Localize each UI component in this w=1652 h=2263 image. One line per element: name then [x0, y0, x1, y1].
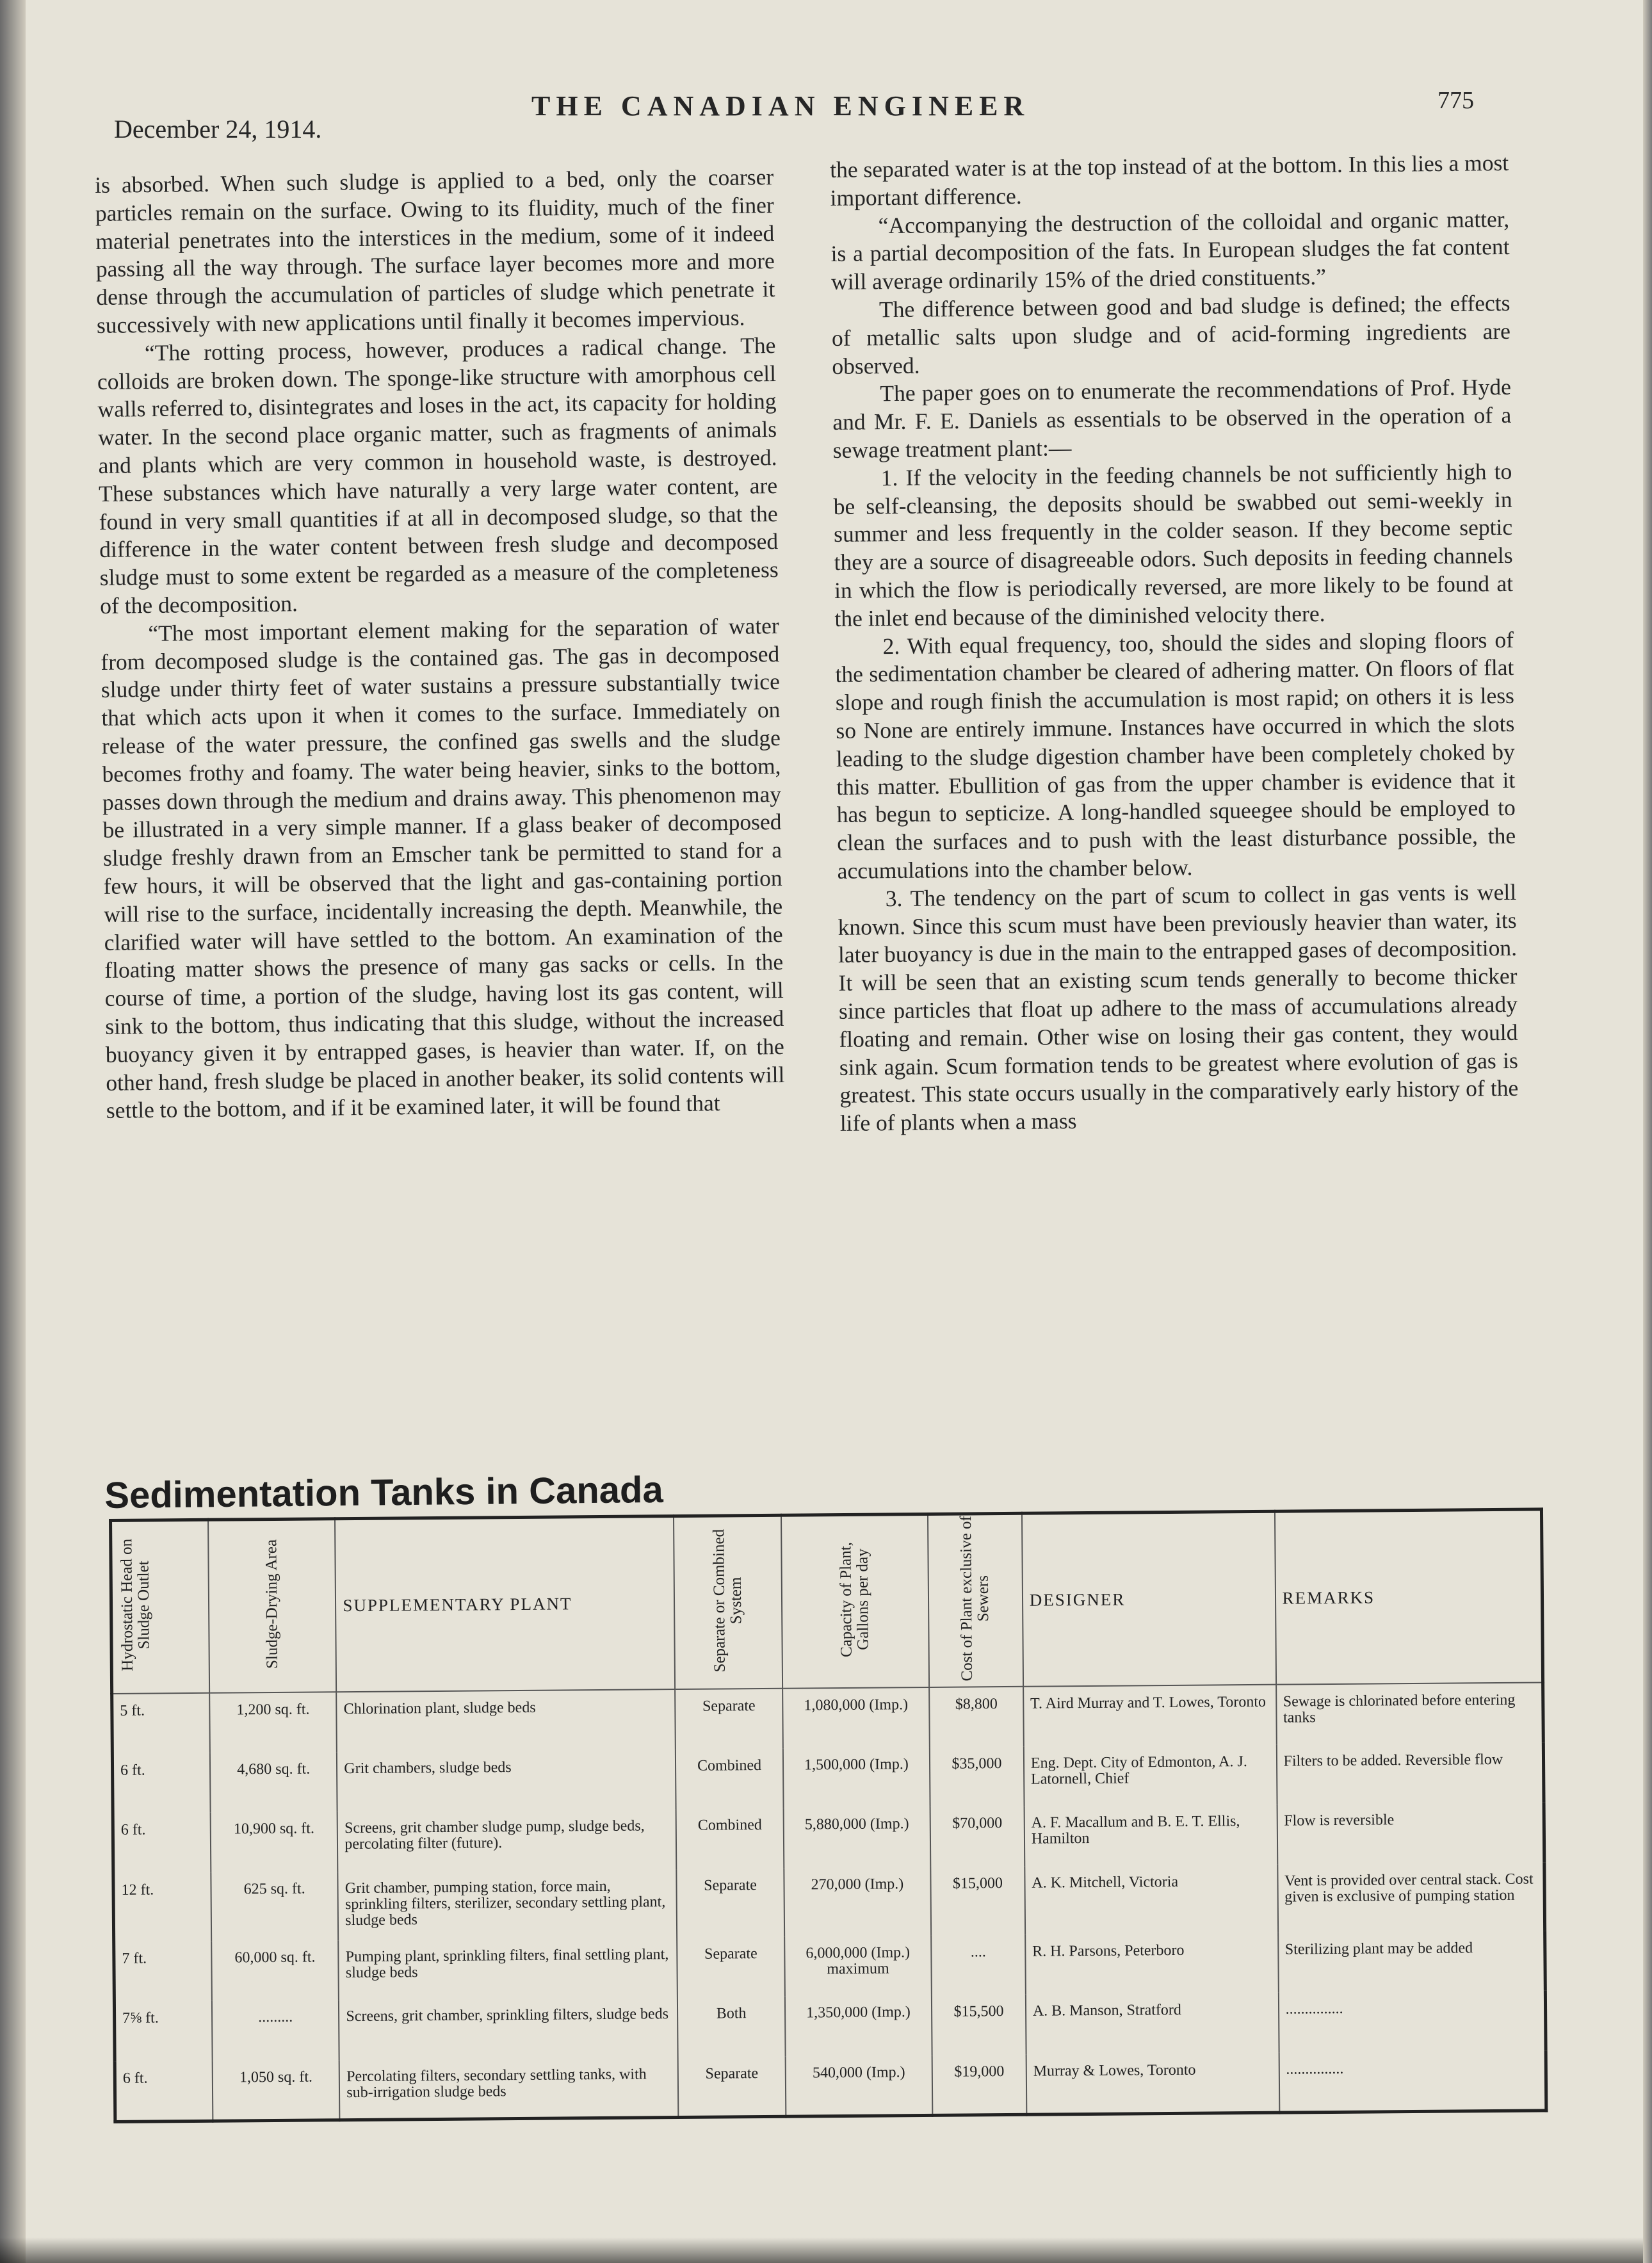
hydrostatic-head-cell: 7⅝ ft.: [114, 2001, 212, 2062]
paragraph: the separated water is at the top instead of at the bottom. In this lies a most important difference.: [830, 149, 1509, 211]
table-row: [114, 1991, 1546, 2062]
column-header: Cost of Plant exclusive of Sewers: [928, 1513, 1023, 1687]
designer-cell: T. Aird Murray and T. Lowes, Toronto: [1023, 1685, 1276, 1747]
paragraph: “Accompanying the destruction of the colloidal and organic matter, is a partial decomposition of the fats. In European sludges the fat content will average ordinarily 15% of the dried constituents.”: [830, 206, 1510, 295]
table-row: [115, 2050, 1546, 2121]
system-cell: Separate: [677, 1936, 784, 1997]
supplementary-plant-cell: Grit chamber, pumping station, force main, sprinkling filters, sterilizer, secondary settling plant, sludge beds: [338, 1869, 677, 1940]
paragraph: 1. If the velocity in the feeding channels be not sufficiently high to be self-cleansing, the deposits should be swabbed out semi-weekly in summer and less frequently in the colder season. If they become septic they are a source of disagreeable odors. Such deposits in feeding channels in which the flow is periodically reversed, are more likely to be found at the inlet end because of the diminished velocity there.: [833, 458, 1514, 631]
system-cell: Separate: [678, 2057, 786, 2118]
capacity-cell: 6,000,000 (Imp.) maximum: [784, 1936, 932, 1997]
designer-cell: R. H. Parsons, Peterboro: [1025, 1933, 1278, 1995]
remarks-cell: ...............: [1278, 1991, 1546, 2053]
table-row: [112, 1742, 1544, 1813]
designer-cell: A. B. Manson, Stratford: [1026, 1993, 1279, 2055]
supplementary-plant-cell: Chlorination plant, sludge beds: [336, 1689, 676, 1752]
table-row: [113, 1803, 1544, 1874]
paragraph: 3. The tendency on the part of scum to collect in gas vents is well known. Since this scum must have been previously heavier than water, its later buoyancy is due in the main to the entrapped gases of decomposition. It will be seen that an existing scum tends generally to become thicker since particles that float up adhere to the mass of accumulations already floating and remain. Other wise on losing their gas content, they would sink again. Scum formation tends to be greatest where evolution of gas is greatest. This state occurs usually in the comparatively early history of the life of plants when a mass: [838, 879, 1519, 1137]
drying-area-cell: 1,200 sq. ft.: [209, 1692, 337, 1753]
sedimentation-table-wrapper: [109, 1507, 1548, 2123]
remarks-cell: Flow is reversible: [1277, 1803, 1544, 1865]
hydrostatic-head-cell: 6 ft.: [115, 2061, 213, 2122]
drying-area-cell: 4,680 sq. ft.: [210, 1752, 337, 1813]
system-cell: Separate: [677, 1869, 784, 1938]
hydrostatic-head-cell: 6 ft.: [112, 1753, 210, 1813]
supplementary-plant-cell: Pumping plant, sprinkling filters, final settling plant, sludge beds: [338, 1938, 677, 2000]
supplementary-plant-cell: Screens, grit chamber sludge pump, sludge beds, percolating filter (future).: [337, 1809, 677, 1872]
cost-cell: $35,000: [930, 1746, 1024, 1807]
issue-date: December 24, 1914.: [114, 115, 322, 143]
paragraph: is absorbed. When such sludge is applied to a bed, only the coarser particles remain on the surface. Owing to its fluidity, much of the finer material penetrates into the interstices in the medium, some of it indeed passing all the way through. The surface layer becomes more and more dense through the accumulation of particles of sludge which penetrate it successively with new applications until finally it becomes impervious.: [95, 164, 775, 338]
capacity-cell: 1,080,000 (Imp.): [782, 1687, 930, 1748]
paragraph: 2. With equal frequency, too, should the sides and sloping floors of the sedimentation chamber be cleared of adhering matter. On floors of flat slope and rough finish the accumulation is most rapid; on others it is less so None are entirely immune. Instances have occurred in which the slots leading to the sludge digestion chamber have been completely choked by this matter. Ebullition of gas from the upper chamber is evidence that it has begun to septicize. A long-handled squeegee should be employed to clean the surfaces and to push with the least disturbance possible, the accumulations into the chamber below.: [835, 626, 1516, 884]
page-edge-shadow: [0, 2237, 1652, 2263]
column-header: DESIGNER: [1022, 1511, 1276, 1687]
hydrostatic-head-cell: 6 ft.: [113, 1813, 211, 1874]
system-cell: Combined: [676, 1808, 784, 1869]
cost-cell: ....: [931, 1934, 1025, 1995]
hydrostatic-head-cell: 7 ft.: [114, 1941, 212, 2002]
hydrostatic-head-cell: 5 ft.: [112, 1693, 210, 1754]
column-header: REMARKS: [1274, 1509, 1543, 1685]
table-header-row: [111, 1509, 1543, 1694]
cost-cell: $8,800: [929, 1687, 1023, 1748]
remarks-cell: Sewage is chlorinated before entering tanks: [1276, 1682, 1544, 1744]
page-number: 775: [1437, 87, 1474, 114]
remarks-cell: ...............: [1279, 2050, 1546, 2113]
remarks-cell: Vent is provided over central stack. Cost given is exclusive of pumping station: [1277, 1862, 1545, 1933]
capacity-cell: 5,880,000 (Imp.): [783, 1807, 930, 1868]
sedimentation-table: [109, 1507, 1548, 2123]
drying-area-cell: 625 sq. ft.: [211, 1872, 338, 1941]
column-header: Capacity of Plant, Gallons per day: [781, 1514, 929, 1688]
capacity-cell: 270,000 (Imp.): [784, 1867, 931, 1937]
left-column: [95, 163, 789, 1452]
table-heading: Sedimentation Tanks in Canada: [104, 1468, 663, 1516]
supplementary-plant-cell: Screens, grit chamber, sprinkling filters, sludge beds: [339, 1997, 678, 2060]
paragraph: “The most important element making for the separation of water from decomposed sludge is the contained gas. The gas in decomposed sludge under thirty feet of water sustains a pressure substantially twice that which acts upon it when it comes to the surface. Immediately on release of the water pressure, the confined gas swells and the sludge becomes frothy and foamy. The water being heavier, sinks to the bottom, passes down through the medium and drains away. This phenomenon may be illustrated in a very simple manner. If a glass beaker of decomposed sludge freshly drawn from an Emscher tank be permitted to stand for a few hours, it will be observed that the light and gas-containing portion will rise to the surface, incidentally increasing the depth. Meanwhile, the clarified water will have settled to the bottom. An examination of the floating matter shows the presence of many gas sacks or cells. In the course of time, a portion of the sludge, having lost its gas content, will sink to the bottom, thus indicating that this sludge, without the increased buoyancy given it by entrapped gases, is heavier than water. If, on the other hand, fresh sludge be placed in another beaker, its solid contents will settle to the bottom, and if it be examined later, it will be found that: [101, 612, 785, 1124]
capacity-cell: 540,000 (Imp.): [785, 2056, 932, 2116]
system-cell: Both: [677, 1997, 785, 2057]
system-cell: Combined: [676, 1748, 783, 1809]
supplementary-plant-cell: Grit chambers, sludge beds: [337, 1749, 676, 1812]
cost-cell: $19,000: [932, 2055, 1026, 2116]
supplementary-plant-cell: Percolating filters, secondary settling tanks, with sub-irrigation sludge beds: [339, 2057, 679, 2120]
column-header: Separate or Combined System: [674, 1515, 782, 1689]
capacity-cell: 1,350,000 (Imp.): [785, 1995, 932, 2056]
cost-cell: $15,500: [932, 1995, 1026, 2056]
designer-cell: Murray & Lowes, Toronto: [1026, 2053, 1279, 2115]
column-header: Hydrostatic Head on Sludge Outlet: [111, 1520, 210, 1694]
paragraph: “The rotting process, however, produces a radical change. The colloids are broken down. The sponge-like structure with amorphous cell walls referred to, disintegrates and loses in the act, its capacity for holding water. In the second place organic matter, such as fragments of animals and plants which are very common in household waste, is destroyed. These substances which have naturally a very large water content, are found in very small quantities if at all in decomposed sludge, so that the difference in the water content between fresh sludge and decomposed sludge must to some extent be regarded as a measure of the completeness of the decomposition.: [97, 332, 779, 619]
column-header: SUPPLEMENTARY PLANT: [335, 1516, 675, 1692]
paragraph: The difference between good and bad sludge is defined; the effects of metallic salts upon sludge and of acid-forming ingredients are observed.: [831, 289, 1511, 379]
hydrostatic-head-cell: 12 ft.: [113, 1873, 211, 1942]
table-row: [112, 1682, 1544, 1753]
system-cell: Separate: [675, 1689, 782, 1749]
designer-cell: A. F. Macallum and B. E. T. Ellis, Hamilton: [1024, 1805, 1277, 1867]
drying-area-cell: 60,000 sq. ft.: [211, 1940, 339, 2001]
cost-cell: $70,000: [930, 1806, 1024, 1867]
cost-cell: $15,000: [930, 1867, 1025, 1936]
drying-area-cell: 1,050 sq. ft.: [213, 2060, 340, 2121]
capacity-cell: 1,500,000 (Imp.): [783, 1748, 930, 1808]
drying-area-cell: .........: [212, 2000, 339, 2061]
column-header: Sludge-Drying Area: [208, 1519, 337, 1693]
designer-cell: Eng. Dept. City of Edmonton, A. J. Latornell, Chief: [1024, 1744, 1277, 1806]
table-row: [114, 1931, 1546, 2002]
table-body: [112, 1682, 1546, 2121]
table-row: [113, 1862, 1545, 1942]
remarks-cell: Filters to be added. Reversible flow: [1276, 1742, 1544, 1805]
right-column: [830, 149, 1522, 1437]
designer-cell: A. K. Mitchell, Victoria: [1024, 1865, 1278, 1935]
paragraph: The paper goes on to enumerate the recommendations of Prof. Hyde and Mr. F. E. Daniels as essentials to be observed in the operation of a sewage treatment plant:—: [832, 374, 1512, 463]
journal-title: THE CANADIAN ENGINEER: [531, 90, 1030, 122]
remarks-cell: Sterilizing plant may be added: [1278, 1931, 1546, 1993]
drying-area-cell: 10,900 sq. ft.: [211, 1812, 338, 1872]
